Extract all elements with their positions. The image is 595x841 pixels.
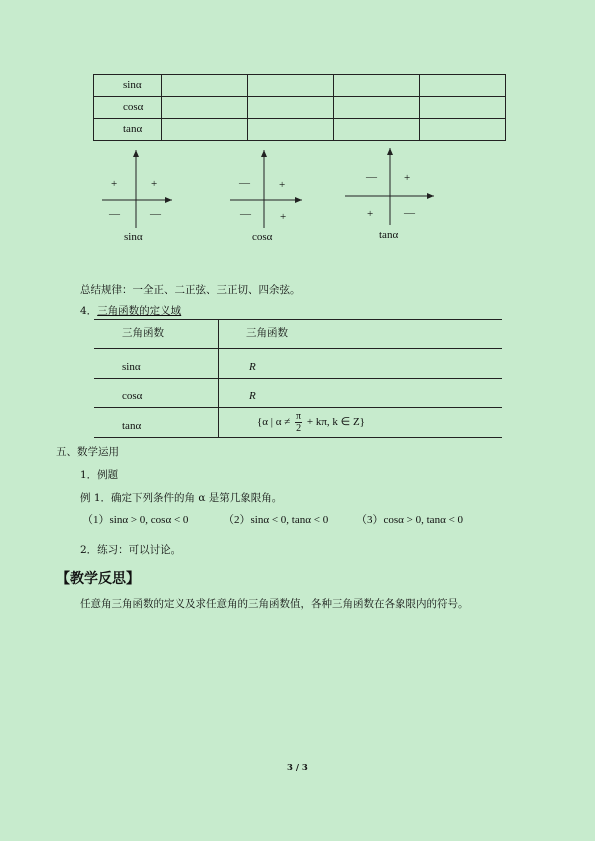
summary-rule: 总结规律：一全正、二正弦、三正切、四余弦。 bbox=[80, 284, 301, 296]
example1-condition-3: （3）cosα > 0, tanα < 0 bbox=[356, 514, 464, 526]
tan-diagram-label: tanα bbox=[379, 229, 399, 241]
sin-diagram-label: sinα bbox=[124, 231, 143, 243]
section5-item2: 2．练习：可以讨论。 bbox=[80, 544, 182, 556]
row-label-sin: sinα bbox=[94, 75, 162, 97]
domain-table-header-func: 三角函数 bbox=[122, 327, 164, 339]
sin-q3-sign: — bbox=[109, 208, 120, 220]
tan-domain-suffix: + kπ, k ∈ Z} bbox=[306, 416, 365, 428]
divider bbox=[94, 437, 502, 438]
page-number: 3 / 3 bbox=[287, 763, 308, 773]
tan-q4-sign: — bbox=[404, 207, 415, 219]
tan-q1-sign: + bbox=[404, 172, 411, 184]
fraction-numerator: π bbox=[296, 411, 302, 422]
row-label-tan: tanα bbox=[94, 119, 162, 141]
divider bbox=[94, 407, 502, 408]
section4-heading bbox=[80, 306, 181, 317]
tan-q3-sign: + bbox=[367, 208, 374, 220]
divider bbox=[218, 319, 219, 437]
sin-q2-sign: + bbox=[111, 178, 118, 190]
section4-number: 4． bbox=[80, 305, 98, 317]
cos-q3-sign: — bbox=[240, 208, 251, 220]
sin-q4-sign: — bbox=[150, 208, 161, 220]
domain-table-header-domain: 三角函数 bbox=[246, 327, 288, 339]
cos-q2-sign: — bbox=[239, 177, 250, 189]
section5-item1: 1．例题 bbox=[80, 469, 119, 481]
cos-q1-sign: + bbox=[279, 179, 286, 191]
domain-row-tan-domain bbox=[257, 411, 365, 435]
section4-title: 三角函数的定义域 bbox=[97, 305, 182, 317]
domain-row-cos-func: cosα bbox=[122, 390, 143, 402]
quadrant-diagrams bbox=[0, 0, 595, 260]
cos-q4-sign: + bbox=[280, 211, 287, 223]
tan-axes bbox=[345, 148, 434, 225]
example1-text: 例 1．确定下列条件的角 α 是第几象限角。 bbox=[80, 492, 283, 504]
tan-domain-prefix: {α | α ≠ bbox=[257, 416, 291, 428]
tan-q2-sign: — bbox=[366, 171, 377, 183]
domain-row-cos-domain: R bbox=[249, 390, 256, 402]
divider bbox=[94, 348, 502, 349]
section5-title: 五、数学运用 bbox=[56, 446, 119, 458]
fraction-denominator: 2 bbox=[296, 423, 302, 434]
domain-row-sin-func: sinα bbox=[122, 361, 141, 373]
divider bbox=[94, 378, 502, 379]
cos-diagram-label: cosα bbox=[252, 231, 273, 243]
sin-q1-sign: + bbox=[151, 178, 158, 190]
divider bbox=[94, 319, 502, 320]
example1-condition-1: （1）sinα > 0, cosα < 0 bbox=[82, 514, 189, 526]
reflection-text: 任意角三角函数的定义及求任意角的三角函数值，各种三角函数在各象限内的符号。 bbox=[80, 598, 469, 610]
example1-condition-2: （2）sinα < 0, tanα < 0 bbox=[223, 514, 329, 526]
domain-row-sin-domain: R bbox=[249, 361, 256, 373]
row-label-cos: cosα bbox=[94, 97, 162, 119]
tan-domain-fraction bbox=[295, 411, 302, 434]
domain-row-tan-func: tanα bbox=[122, 420, 142, 432]
reflection-heading: 【教学反思】 bbox=[56, 571, 140, 587]
